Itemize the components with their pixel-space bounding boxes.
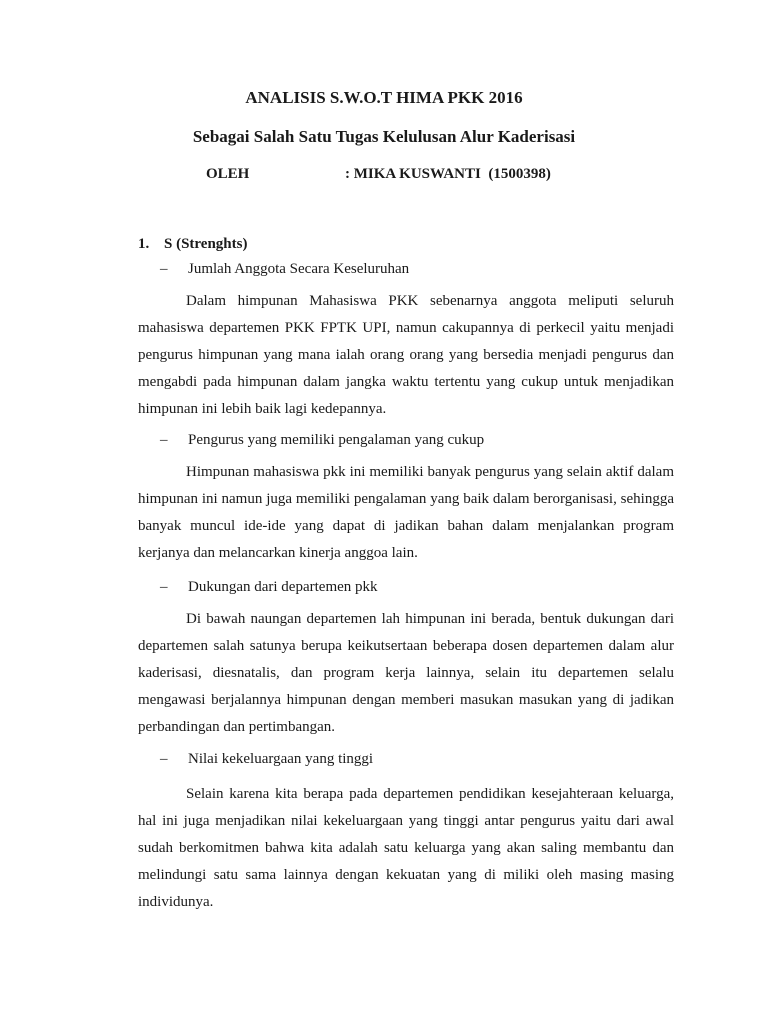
bullet-title: Nilai kekeluargaan yang tinggi [188,751,374,767]
section-title: S (Strenghts) [164,236,248,252]
author-value: : MIKA KUSWANTI (1500398) [345,166,551,182]
document-subtitle: Sebagai Salah Satu Tugas Kelulusan Alur Kaderisasi [192,127,576,146]
dash-bullet: – [160,579,168,595]
document-title: ANALISIS S.W.O.T HIMA PKK 2016 [245,88,523,107]
bullet-title: Dukungan dari departemen pkk [188,579,378,595]
bullet-item [160,261,409,278]
bullet-item [160,751,373,768]
body-paragraph: Dalam himpunan Mahasiswa PKK sebenarnya anggota meliputi seluruh mahasiswa departemen PKK FPTK UPI, namun cakupannya di perkecil yaitu menjadi pengurus himpunan yang mana ialah orang orang yang bersedia menjadi pengurus dan mengabdi pada himpunan dalam jangka waktu tertentu yang cukup untuk menjadikan himpunan ini lebih baik lagi kedepannya. [138,293,674,417]
body-paragraph: Di bawah naungan departemen lah himpunan ini berada, bentuk dukungan dari departemen salah satunya berupa keikutsertaan beberapa dosen departemen dalam alur kaderisasi, diesnatalis, dan program kerja lainnya, selain itu departemen selalu mengawasi berjalannya himpunan dengan memberi masukan masukan yang di jadikan perbandingan dan pertimbangan. [138,611,674,735]
dash-bullet: – [160,261,168,277]
bullet-title: Pengurus yang memiliki pengalaman yang cukup [188,432,485,448]
bullet-item [160,579,378,596]
bullet-title: Jumlah Anggota Secara Keseluruhan [188,261,410,277]
section-number: 1. [138,236,150,252]
dash-bullet: – [160,751,168,767]
body-paragraph: Himpunan mahasiswa pkk ini memiliki banyak pengurus yang selain aktif dalam himpunan ini namun juga memiliki pengalaman yang baik dalam berorganisasi, sehingga banyak muncul ide-ide yang dapat di jadikan bahan dalam menjalankan program kerjanya dan melancarkan kinerja anggoa lain. [138,464,674,561]
body-paragraph: Selain karena kita berapa pada departemen pendidikan kesejahteraan keluarga, hal ini juga menjadikan nilai kekeluargaan yang tinggi antar pengurus yaitu dari awal sudah berkomitmen bahwa kita adalah satu keluarga yang akan saling membantu dan melindungi satu sama lainnya dengan kekuatan yang di miliki oleh masing masing individunya. [138,786,674,910]
section-heading-strengths [138,236,247,253]
author-label: OLEH [206,166,250,182]
bullet-item [160,432,484,449]
dash-bullet: – [160,432,168,448]
